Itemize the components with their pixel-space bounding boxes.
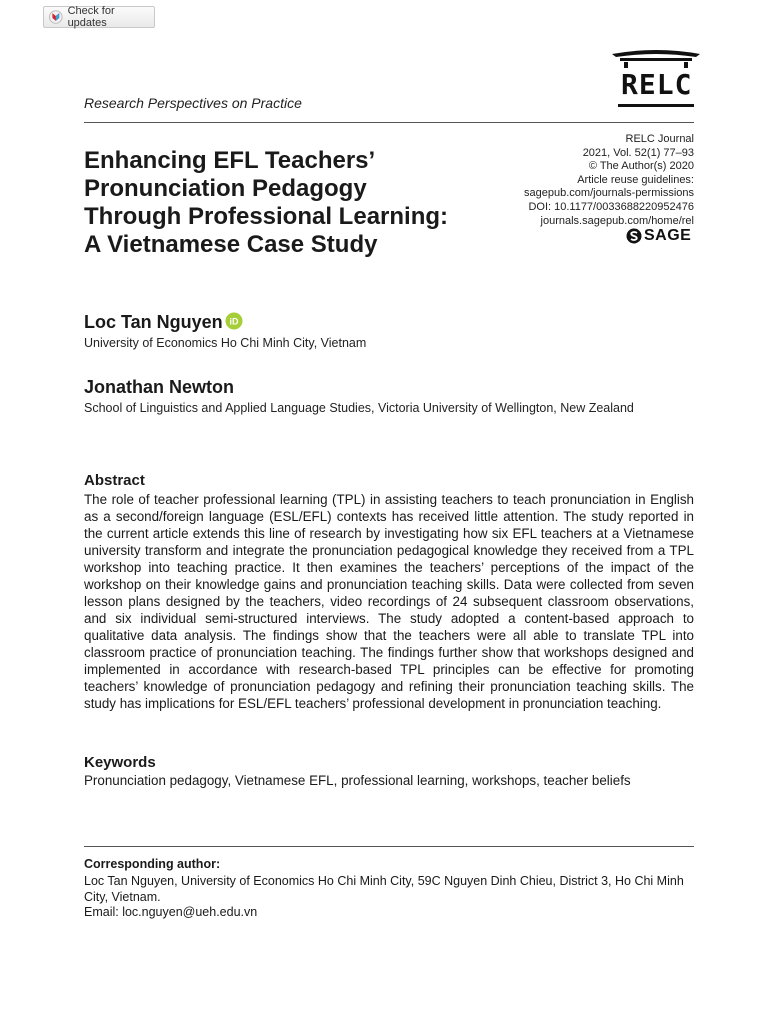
abstract-heading: Abstract [84,472,145,489]
keywords-heading: Keywords [84,754,156,771]
sage-logo-text: SAGE [644,227,692,244]
doi-link[interactable]: DOI: 10.1177/0033688220952476 [528,200,694,213]
title-line: Through Professional Learning: [84,203,449,230]
author-block [84,377,634,415]
title-line: A Vietnamese Case Study [84,231,378,258]
journal-homepage-link[interactable]: journals.sagepub.com/home/rel [540,214,694,227]
permissions-link[interactable]: sagepub.com/journals-permissions [524,187,694,200]
title-line: Enhancing EFL Teachers’ [84,147,376,174]
author-name[interactable]: Loc Tan Nguyen [84,312,223,332]
author-block [84,312,366,350]
corresponding-author-heading: Corresponding author: [84,857,221,871]
check-for-updates-button[interactable] [43,6,155,28]
author-affiliation: University of Economics Ho Chi Minh City, Vietnam [84,336,367,350]
crossmark-icon [49,10,63,24]
corresponding-author-email[interactable]: Email: loc.nguyen@ueh.edu.vn [84,905,258,919]
keywords-text: Pronunciation pedagogy, Vietnamese EFL, professional learning, workshops, teacher beliefs [84,773,631,788]
svg-text:iD: iD [229,316,239,326]
author-name-row [84,312,366,333]
sage-mark-icon [626,228,642,244]
corresponding-author-address: Loc Tan Nguyen, University of Economics Ho Chi Minh City, 59C Nguyen Dinh Chieu, District 3, Ho Chi Minh City, Vietnam. [84,874,684,904]
journal-volume: 2021, Vol. 52(1) 77–93 [582,146,694,159]
abstract-text: The role of teacher professional learning (TPL) in assisting teachers to teach pronunciation in English as a second/foreign language (ESL/EFL) contexts has received little attention. The study reported in the current article extends this line of research by investigating how six EFL teachers at a Vietnamese university transform and integrate the pronunciation pedagogical knowledge they received from a TPL workshop into teaching practice. It then examines the teachers’ perceptions of the impact of the workshop on their knowledge gains and pronunciation teaching skills. Data were collected from seven lesson plans designed by the teachers, video recordings of 24 subsequent classroom observations, and six individual semi-structured interviews. The study adopted a content-based approach to qualitative data analysis. The findings show that the teachers were all able to translate TPL into classroom practice of pronunciation teaching. The findings further show that workshops designed and implemented in accordance with research-based TPL principles can be effective for promoting teachers’ knowledge of pronunciation pedagogy and refining their pronunciation teaching skills. The study has implications for ESL/EFL teachers’ professional development in pronunciation teaching. [84,492,694,711]
check-for-updates-label: Check for updates [67,5,115,29]
author-name[interactable]: Jonathan Newton [84,377,235,397]
footnote-divider [84,846,694,847]
author-name-row [84,377,634,398]
journal-meta [524,133,694,228]
header-divider [84,122,694,123]
article-title [84,147,524,259]
orcid-icon[interactable] [225,312,243,330]
title-line: Pronunciation Pedagogy [84,175,367,202]
relc-logo-text: RELC [621,68,693,101]
author-affiliation: School of Linguistics and Applied Language Studies, Victoria University of Wellington, New Zealand [84,401,634,415]
sage-logo [626,227,691,245]
journal-name: RELC Journal [625,133,694,145]
section-label: Research Perspectives on Practice [84,95,302,111]
reuse-guidelines: Article reuse guidelines: [577,173,694,186]
copyright: © The Author(s) 2020 [588,160,694,173]
